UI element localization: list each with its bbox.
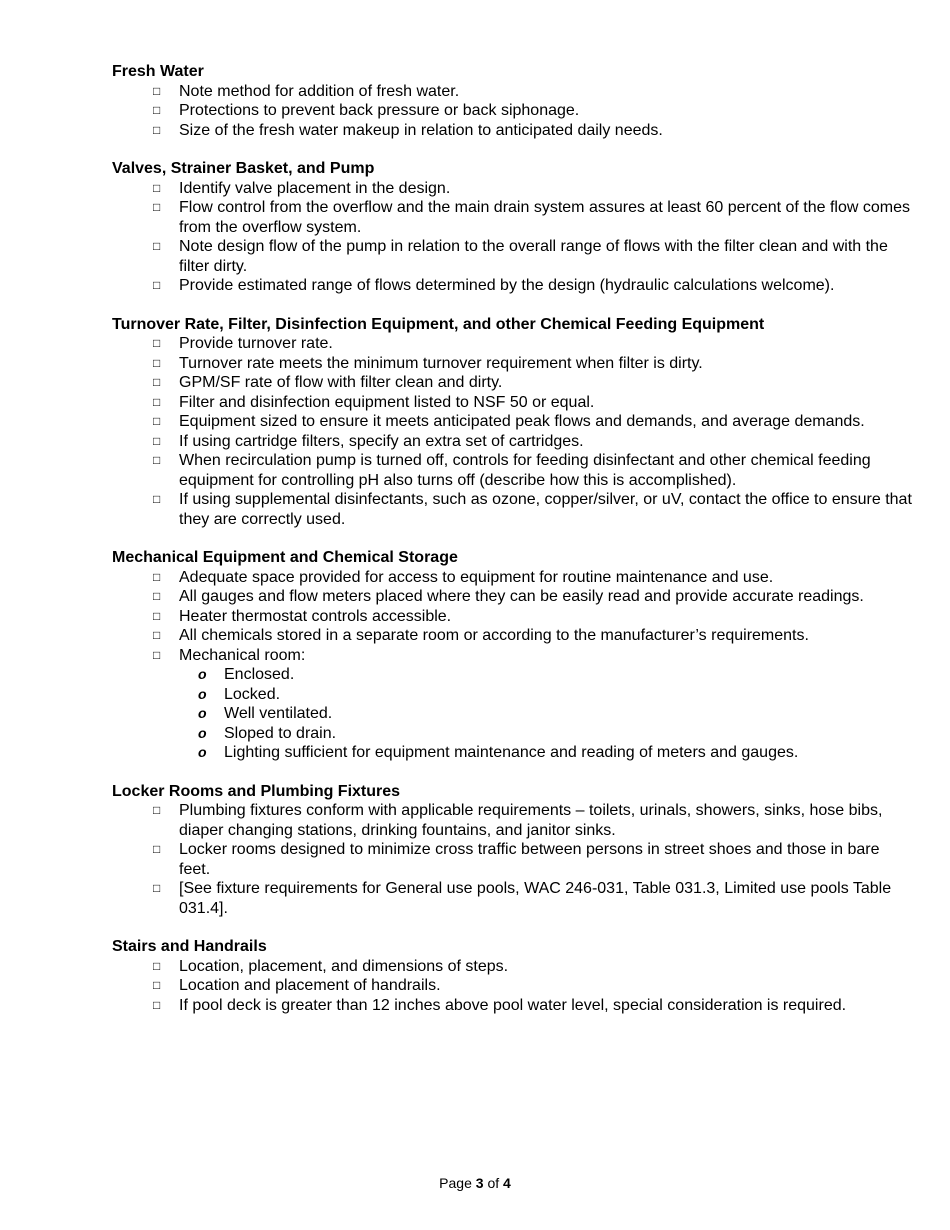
- page-of-label: of: [487, 1175, 500, 1191]
- checklist-item-text: If using supplemental disinfectants, such as ozone, copper/silver, or uV, contact the office to ensure that they are correctly used.: [179, 491, 912, 528]
- checklist-item-text: Filter and disinfection equipment listed to NSF 50 or equal.: [179, 393, 595, 411]
- section: [112, 782, 912, 919]
- checkbox-icon: □: [153, 958, 161, 973]
- checklist: [112, 957, 912, 1016]
- section: [112, 315, 912, 530]
- checkbox-icon: □: [153, 122, 161, 137]
- section-heading: Stairs and Handrails: [112, 938, 267, 955]
- checklist: [112, 179, 912, 296]
- checkbox-icon: □: [153, 83, 161, 98]
- checkbox-icon: □: [153, 608, 161, 623]
- checklist-item: [112, 646, 912, 763]
- total-pages-number: 4: [503, 1175, 511, 1191]
- checklist-item-text: If using cartridge filters, specify an extra set of cartridges.: [179, 432, 584, 450]
- checkbox-icon: □: [153, 355, 161, 370]
- sub-list-item: [179, 724, 912, 744]
- checkbox-icon: □: [153, 278, 161, 292]
- checklist: [112, 334, 912, 529]
- sub-list: [179, 665, 912, 763]
- checklist-item: [112, 490, 912, 529]
- checkbox-icon: □: [153, 978, 161, 992]
- circle-bullet-icon: o: [198, 744, 207, 760]
- checklist-item: [112, 334, 912, 354]
- checklist: [112, 568, 912, 763]
- checkbox-icon: □: [153, 628, 161, 642]
- sub-list-item-text: Well ventilated.: [224, 705, 333, 722]
- sub-list-item-text: Enclosed.: [224, 666, 295, 683]
- checklist-item-text: All chemicals stored in a separate room or according to the manufacturer’s requirements.: [179, 627, 809, 644]
- circle-bullet-icon: o: [198, 685, 207, 702]
- sub-list-item: [179, 704, 912, 724]
- checklist-item-text: Heater thermostat controls accessible.: [179, 607, 452, 625]
- section-heading: Locker Rooms and Plumbing Fixtures: [112, 782, 401, 800]
- checklist-item-text: Size of the fresh water makeup in relation to anticipated daily needs.: [179, 121, 663, 139]
- checkbox-icon: □: [153, 803, 161, 817]
- checklist-item: [112, 451, 912, 490]
- checklist-item-text: Location, placement, and dimensions of steps.: [179, 957, 509, 975]
- checklist-item-text: [See fixture requirements for General use pools, WAC 246-031, Table 031.3, Limited use pools Table 031.4].: [179, 880, 892, 917]
- section: [112, 159, 912, 296]
- section-heading: Mechanical Equipment and Chemical Storage: [112, 549, 458, 566]
- checklist-item: [112, 626, 912, 646]
- circle-bullet-icon: o: [198, 705, 207, 721]
- checkbox-icon: □: [153, 336, 161, 350]
- checkbox-icon: □: [153, 200, 161, 214]
- sub-list-item: [179, 665, 912, 685]
- checkbox-icon: □: [153, 589, 161, 603]
- checklist-item-text: Mechanical room:: [179, 646, 306, 664]
- checkbox-icon: □: [153, 103, 161, 117]
- checkbox-icon: □: [153, 881, 161, 895]
- checklist-item: [112, 957, 912, 977]
- checklist-item: [112, 393, 912, 413]
- checklist-item-text: Note design flow of the pump in relation to the overall range of flows with the filter clean and with the filter dirty.: [179, 238, 888, 275]
- checklist-item: [112, 101, 912, 121]
- section-heading: Fresh Water: [112, 63, 204, 80]
- checklist-item: [112, 276, 912, 296]
- checklist: [112, 801, 912, 918]
- checklist-item-text: Location and placement of handrails.: [179, 977, 441, 994]
- sub-list-item-text: Lighting sufficient for equipment maintenance and reading of meters and gauges.: [224, 744, 799, 761]
- checklist-item-text: Provide turnover rate.: [179, 335, 333, 352]
- checklist-item-text: Note method for addition of fresh water.: [179, 82, 460, 100]
- checklist-item: [112, 179, 912, 199]
- checklist-item: [112, 840, 912, 879]
- checklist-item: [112, 976, 912, 996]
- checklist-item: [112, 121, 912, 141]
- checklist-item-text: Flow control from the overflow and the main drain system assures at least 60 percent of the flow comes from the overflow system.: [179, 199, 910, 236]
- checkbox-icon: □: [153, 492, 161, 506]
- checkbox-icon: □: [153, 414, 161, 428]
- checklist-item-text: Protections to prevent back pressure or back siphonage.: [179, 102, 580, 119]
- checkbox-icon: □: [153, 453, 161, 467]
- checklist-item: [112, 587, 912, 607]
- checklist-item-text: All gauges and flow meters placed where they can be easily read and provide accurate readings.: [179, 588, 864, 605]
- checklist: [112, 82, 912, 141]
- checkbox-icon: □: [153, 842, 161, 856]
- section-heading: Turnover Rate, Filter, Disinfection Equipment, and other Chemical Feeding Equipment: [112, 315, 765, 333]
- checkbox-icon: □: [153, 375, 161, 389]
- checklist-item-text: Provide estimated range of flows determined by the design (hydraulic calculations welcome).: [179, 277, 835, 294]
- checkbox-icon: □: [153, 433, 161, 448]
- section: [112, 62, 912, 140]
- section: [112, 937, 912, 1015]
- checklist-item-text: Identify valve placement in the design.: [179, 179, 451, 197]
- checklist-item-text: Plumbing fixtures conform with applicable requirements – toilets, urinals, showers, sinks, hose bibs, diaper changing stations, drinking fountains, and janitor sinks.: [179, 802, 883, 839]
- checklist-item: [112, 237, 912, 276]
- checklist-item: [112, 879, 912, 918]
- sub-list-item-text: Sloped to drain.: [224, 724, 337, 742]
- current-page-number: 3: [475, 1175, 484, 1191]
- sub-list-item: [179, 685, 912, 705]
- sub-list-item-text: Locked.: [224, 685, 281, 703]
- checkbox-icon: □: [153, 180, 161, 195]
- checklist-item-text: GPM/SF rate of flow with filter clean and dirty.: [179, 374, 503, 391]
- checklist-item-text: When recirculation pump is turned off, controls for feeding disinfectant and other chemical feeding equipment for controlling pH also turns off (describe how this is accomplished).: [179, 452, 871, 489]
- checklist-item-text: Adequate space provided for access to equipment for routine maintenance and use.: [179, 568, 774, 586]
- checklist-item: [112, 82, 912, 102]
- checklist-item: [112, 432, 912, 452]
- checklist-item: [112, 801, 912, 840]
- checklist-item: [112, 354, 912, 374]
- section-heading: Valves, Strainer Basket, and Pump: [112, 160, 375, 177]
- checklist-item-text: Turnover rate meets the minimum turnover requirement when filter is dirty.: [179, 354, 703, 372]
- circle-bullet-icon: o: [198, 666, 207, 682]
- checklist-item: [112, 996, 912, 1016]
- page-footer: [0, 1175, 950, 1191]
- section: [112, 548, 912, 763]
- checkbox-icon: □: [153, 569, 161, 584]
- checklist-item-text: Equipment sized to ensure it meets anticipated peak flows and demands, and average demands.: [179, 413, 865, 430]
- checklist-item: [112, 373, 912, 393]
- checkbox-icon: □: [153, 647, 161, 662]
- checkbox-icon: □: [153, 239, 161, 253]
- page-label: Page: [439, 1175, 472, 1191]
- checkbox-icon: □: [153, 394, 161, 409]
- sub-list-item: [179, 743, 912, 763]
- document-body: [112, 62, 912, 1034]
- checklist-item: [112, 198, 912, 237]
- checklist-item-text: Locker rooms designed to minimize cross traffic between persons in street shoes and those in bare feet.: [179, 841, 880, 878]
- checkbox-icon: □: [153, 997, 161, 1012]
- checklist-item: [112, 607, 912, 627]
- checklist-item-text: If pool deck is greater than 12 inches above pool water level, special consideration is required.: [179, 996, 847, 1014]
- checklist-item: [112, 568, 912, 588]
- checklist-item: [112, 412, 912, 432]
- circle-bullet-icon: o: [198, 724, 207, 741]
